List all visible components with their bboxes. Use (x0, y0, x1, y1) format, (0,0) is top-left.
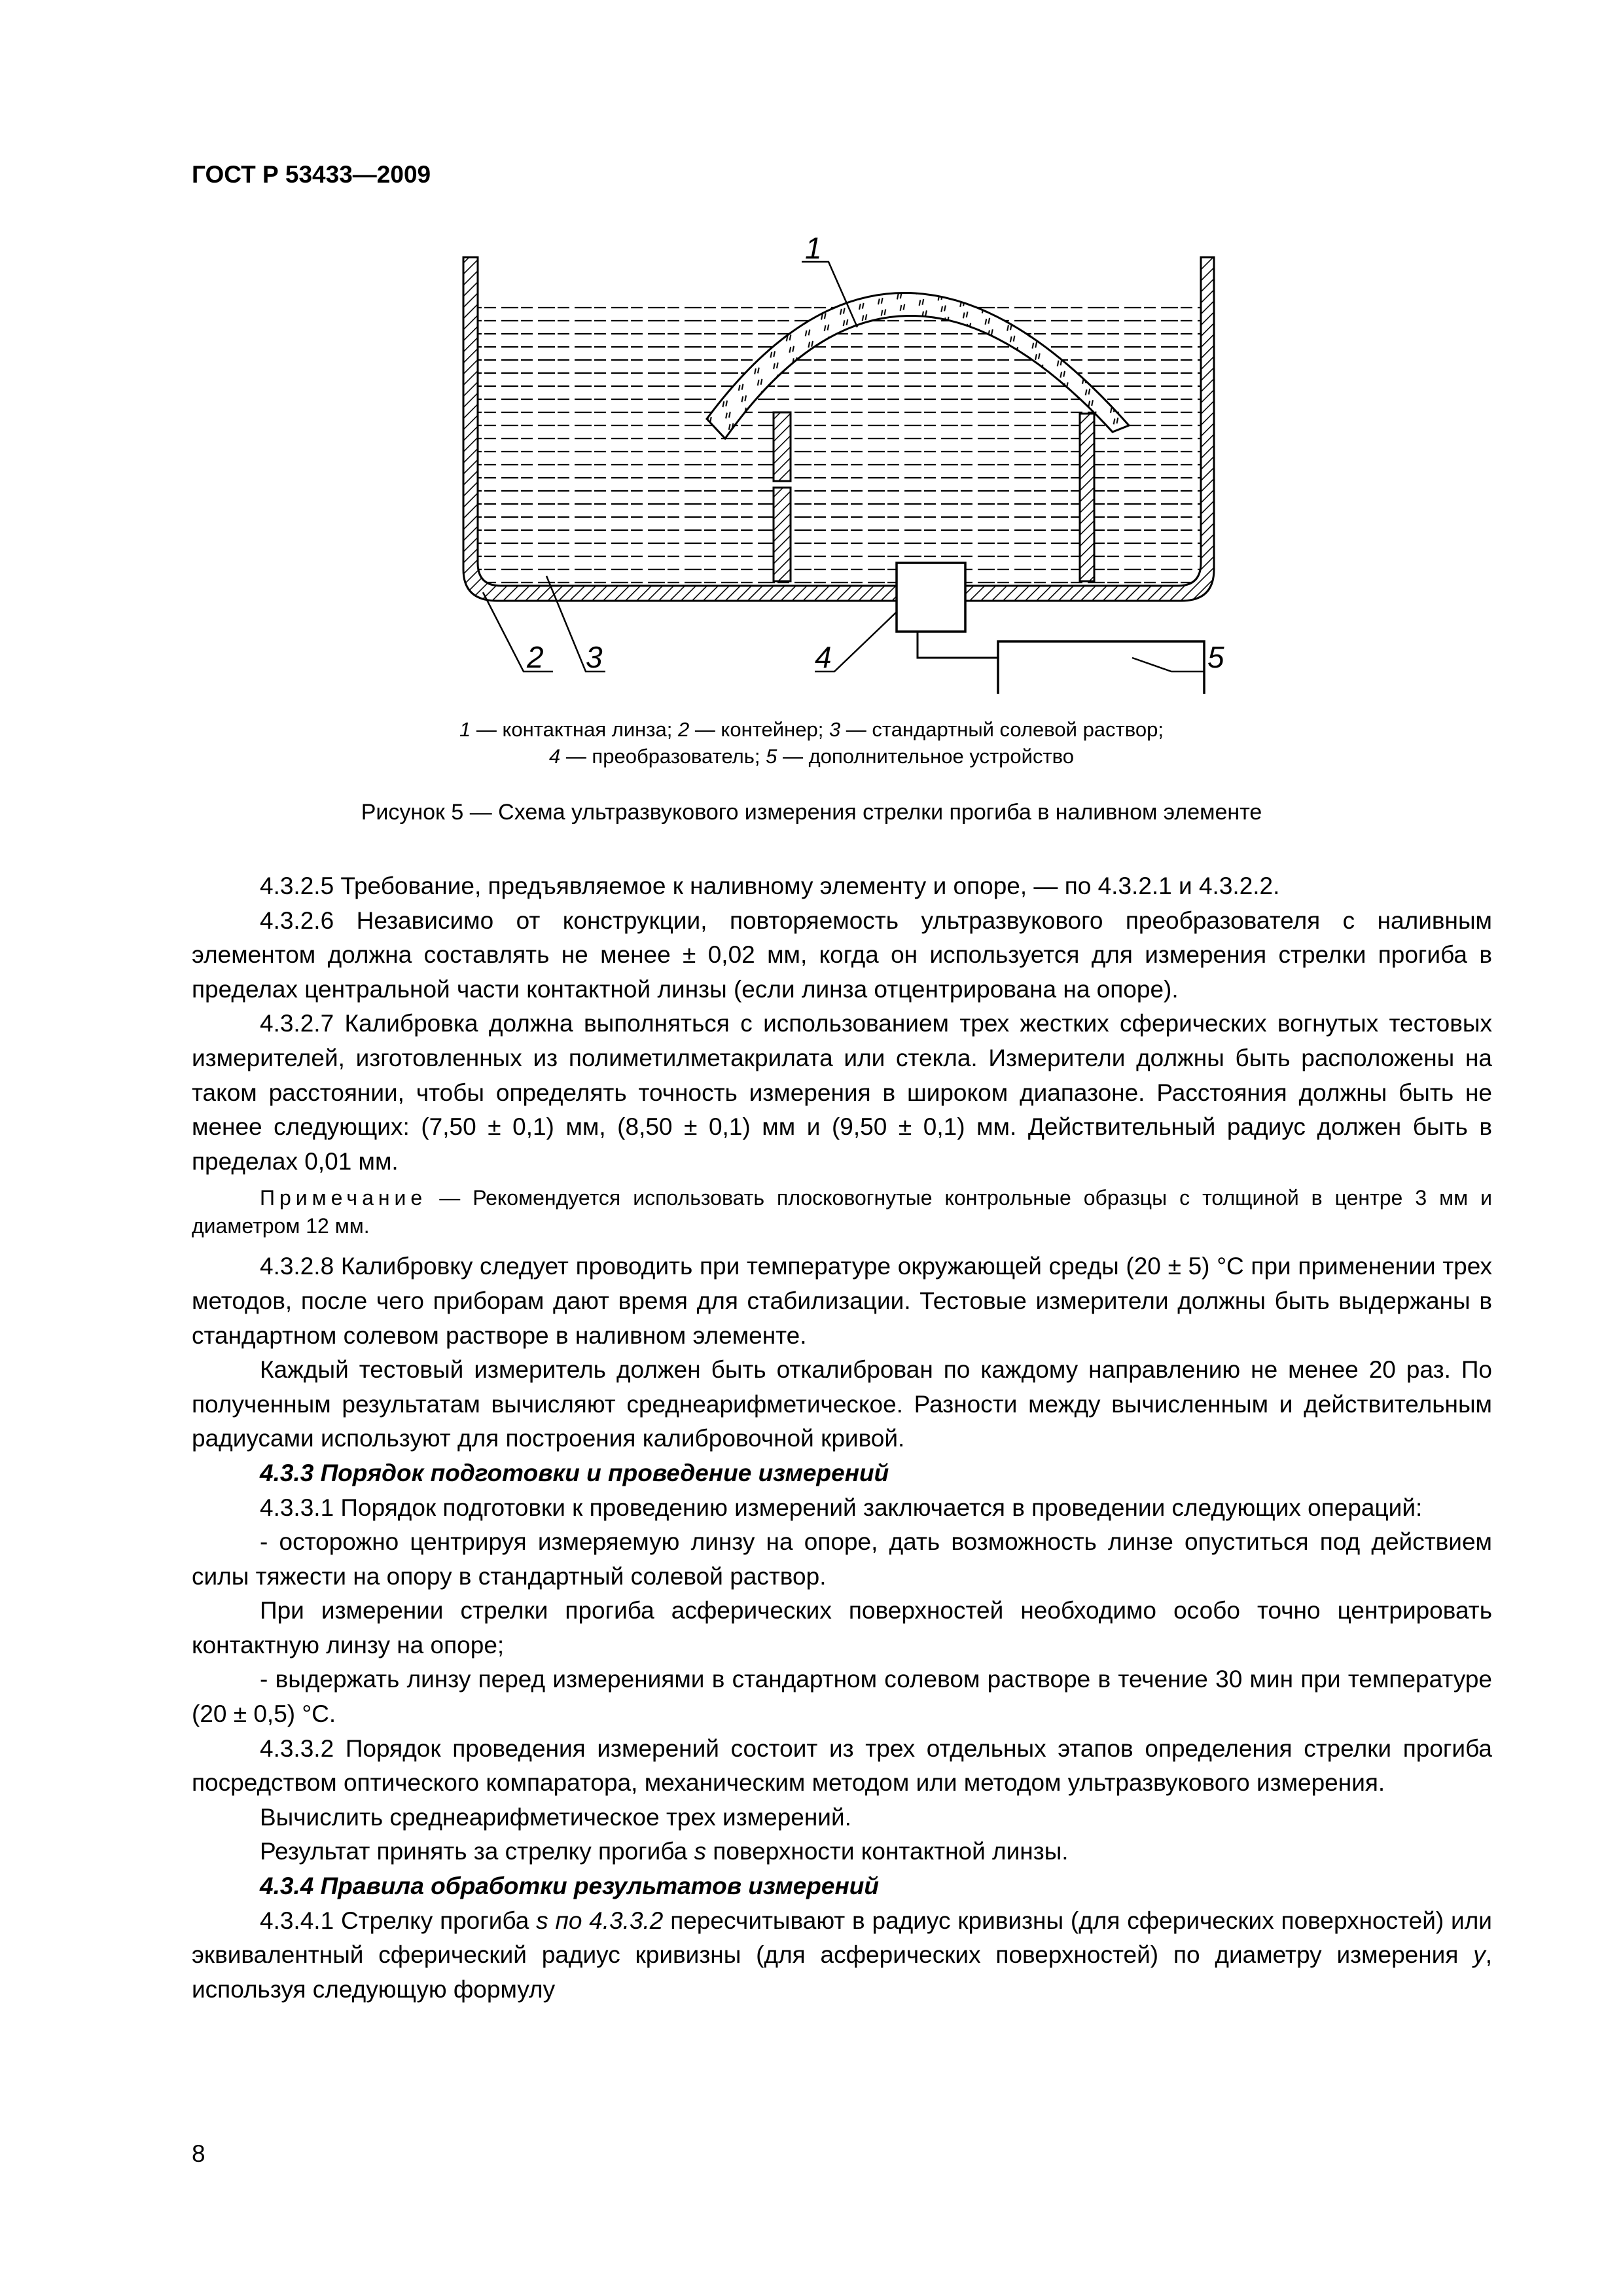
callout-4: 4 (815, 640, 832, 674)
section-heading-4-3-4: 4.3.4 Правила обработки результатов измерений (260, 1873, 879, 1900)
figure-caption: Рисунок 5 — Схема ультразвукового измерения стрелки прогиба в наливном элементе (361, 800, 1262, 825)
paragraph-result: Результат принять за стрелку прогиба s поверхности контактной линзы. (260, 1838, 1069, 1865)
paragraph-4-3-2-8: 4.3.2.8 Калибровку следует проводить при температуре окружающей среды (20 ± 5) °С при применении трех методов, после чего приборам дают время для стабилизации. Тестовые измерители должны быть выдержаны в стандартном солевом растворе в наливном элементе. (192, 1253, 1492, 1349)
note (192, 1184, 1492, 1240)
figure-legend-line-1: 1 — контактная линза; 2 — контейнер; 3 — стандартный солевой раствор; (459, 718, 1164, 741)
paragraph-4-3-3-2: 4.3.3.2 Порядок проведения измерений состоит из трех отдельных этапов определения стрелки прогиба посредством оптического компаратора, механическим методом или методом ультразвукового измерения. (192, 1734, 1492, 1797)
paragraph-4-3-2-6: 4.3.2.6 Независимо от конструкции, повторяемость ультразвукового преобразователя с наливным элементом должна составлять не менее ± 0,02 мм, когда он используется для измерения стрелки прогиба в пределах центральной части контактной линзы (если линза отцентрирована на опоре). (192, 906, 1492, 1003)
callout-3: 3 (586, 640, 603, 674)
paragraph-4-3-2-5: 4.3.2.5 Требование, предъявляемое к наливному элементу и опоре, — по 4.3.2.1 и 4.3.2.2. (260, 872, 1280, 899)
document-header: ГОСТ Р 53433—2009 (192, 161, 431, 188)
additional-device (998, 641, 1204, 694)
figure-legend-line-2: 4 — преобразователь; 5 — дополнительное устройство (548, 745, 1075, 768)
note-text: — Рекомендуется использовать плосковогнутые контрольные образцы с толщиной в центре 3 мм и диаметром 12 мм. (192, 1186, 1492, 1238)
ultrasonic-measurement-diagram (425, 223, 1276, 694)
paragraph-aspheric: При измерении стрелки прогиба асферических поверхностей необходимо особо точно центрировать контактную линзу на опоре; (192, 1597, 1492, 1659)
connection-cable (918, 632, 998, 658)
paragraph-4-3-4-1: 4.3.4.1 Стрелку прогиба s по 4.3.3.2 пересчитывают в радиус кривизны (для сферических поверхностей) или эквивалентный сферический радиус кривизны (для асферических поверхностей) по диаметру измерения y, используя следующую формулу (192, 1907, 1492, 2003)
list-item-centering: - осторожно центрируя измеряемую линзу на опоре, дать возможность линзе опуститься под действием силы тяжести на опору в стандартный солевой раствор. (192, 1528, 1492, 1590)
page-number: 8 (192, 2140, 205, 2167)
paragraph-mean: Вычислить среднеарифметическое трех измерений. (260, 1803, 851, 1831)
paragraph-4-3-2-8-continued: Каждый тестовый измеритель должен быть откалиброван по каждому направлению не менее 20 раз. По полученным результатам вычисляют среднеарифметическое. Разности между вычисленным и действительным радиусами используют для построения калибровочной кривой. (192, 1356, 1492, 1452)
note-label: Примечание (260, 1186, 427, 1210)
list-item-hold: - выдержать линзу перед измерениями в стандартном солевом растворе в течение 30 мин при температуре (20 ± 0,5) °С. (192, 1666, 1492, 1728)
section-heading-4-3-3: 4.3.3 Порядок подготовки и проведение измерений (260, 1459, 889, 1486)
callout-1: 1 (805, 231, 822, 265)
paragraph-4-3-2-7: 4.3.2.7 Калибровка должна выполняться с использованием трех жестких сферических вогнутых тестовых измерителей, изготовленных из полиметилметакрилата или стекла. Измерители должны быть расположены на таком расстоянии, чтобы определять точность измерения в широком диапазоне. Расстояния должны быть не менее следующих: (7,50 ± 0,1) мм, (8,50 ± 0,1) мм и (9,50 ± 0,1) мм. Действительный радиус должен быть в пределах 0,01 мм. (192, 1010, 1492, 1175)
paragraph-4-3-3-1: 4.3.3.1 Порядок подготовки к проведению измерений заключается в проведении следующих операций: (260, 1494, 1423, 1521)
callout-2: 2 (527, 640, 544, 674)
callout-5: 5 (1207, 640, 1224, 674)
document-body (192, 869, 1492, 2007)
transducer (897, 563, 965, 632)
